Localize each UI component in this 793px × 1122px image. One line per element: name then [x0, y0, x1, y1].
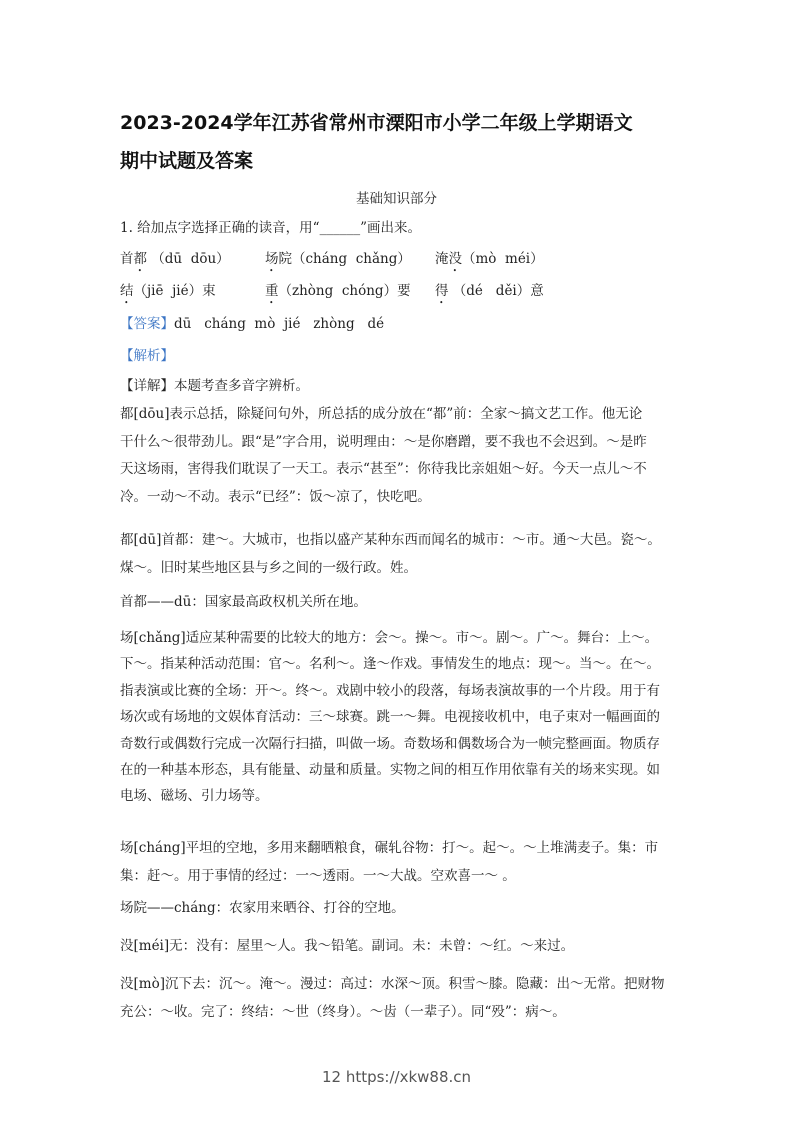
paragraph-line: 天这场雨，害得我们耽误了一天工。表示“甚至”：你待我比亲姐姐～好。今天一点儿～不 [120, 461, 647, 478]
document-title-line-1: 2023-2024学年江苏省常州市溧阳市小学二年级上学期语文 [120, 112, 633, 134]
paragraph-line: 都[dū]首都：建～。大城市，也指以盛产某种东西而闻名的城市：～市。通～大邑。瓷～。 [120, 532, 661, 548]
paragraph-line: 充公：～收。完了：终结：～世（终身）。～齿（一辈子）。同“殁”：病～。 [120, 1003, 566, 1020]
paragraph-line: 冷。一动～不动。表示“已经”：饭～凉了，快吃吧。 [120, 488, 431, 505]
dotted-character: 都 [133, 251, 147, 267]
paragraph-line: 没[mò]沉下去：沉～。淹～。漫过：高过：水深～顶。积雪～膝。隐藏：出～无常。把财物 [120, 976, 665, 992]
paragraph-line: 没[méi]无：没有：屋里～人。我～铅笔。副词。未：未曾：～红。～来过。 [120, 938, 575, 954]
pinyin-text: （zhòng chóng）要 [278, 283, 411, 299]
question-1: 1. 给加点字选择正确的读音，用“______”画出来。 [120, 220, 421, 236]
paragraph-line: 场[cháng]平坦的空地，多用来翻晒粮食，碾轧谷物：打～。起～。～上堆满麦子。集：市 [120, 840, 659, 856]
paragraph-line: 干什么～很带劲儿。跟“是”字合用，说明理由：～是你磨蹭，要不我也不会迟到。～是昨 [120, 433, 647, 450]
pinyin-item [435, 279, 544, 307]
paragraph-line: 指表演或比赛的全场：开～。终～。戏剧中较小的段落，每场表演故事的一个片段。用于有 [120, 682, 660, 699]
paragraph-line: 电场、磁场、引力场等。 [120, 788, 269, 805]
paragraph-line: 集：赶～。用于事情的经过：一～透雨。一～大战。空欢喜一～ 。 [120, 867, 516, 884]
answer-line [120, 312, 384, 332]
pinyin-text: 淹 [435, 251, 449, 267]
paragraph-line: 奇数行或偶数行完成一次隔行扫描，叫做一场。奇数场和偶数场合为一帧完整画面。物质存 [120, 735, 660, 752]
answer-label: 【答案】 [120, 316, 174, 332]
pinyin-item [120, 279, 216, 307]
dotted-character: 结 [120, 283, 134, 299]
dotted-character: 场 [265, 251, 279, 267]
dotted-character: 得 [435, 283, 449, 299]
paragraph-line: 场[chǎng]适应某种需要的比较大的地方：会～。操～。市～。剧～。广～。舞台：上～。 [120, 630, 659, 646]
pinyin-text: 院（cháng chǎng） [278, 251, 411, 267]
paragraph-line: 场次或有场地的文娱体育活动：三～球赛。跳一～舞。电视接收机中，电子束对一幅画面的 [120, 709, 660, 726]
pinyin-item [265, 279, 411, 307]
answer-text: dū cháng mò jié zhòng dé [174, 316, 385, 332]
paragraph-line: 首都——dū：国家最高政权机关所在地。 [120, 594, 367, 610]
pinyin-text: 首 [120, 251, 134, 267]
pinyin-item [120, 247, 230, 275]
pinyin-item [265, 247, 411, 275]
paragraph-line: 都[dōu]表示总括，除疑问句外，所总括的成分放在“都”前：全家～搞文艺工作。他无论 [120, 406, 643, 422]
analysis-label: 【解析】 [120, 348, 174, 364]
dotted-character: 重 [265, 283, 279, 299]
page-footer: 12 https://xkw88.cn [321, 1068, 472, 1086]
pinyin-text: （jiē jié）束 [133, 283, 216, 299]
paragraph-line: 场院——cháng：农家用来晒谷、打谷的空地。 [120, 900, 405, 916]
paragraph-line: 在的一种基本形态，具有能量、动量和质量。实物之间的相互作用依靠有关的场来实现。如 [120, 762, 660, 778]
pinyin-text: （dū dōu） [147, 251, 230, 267]
paragraph-line: 下～。指某种活动范围：官～。名利～。逢～作戏。事情发生的地点：现～。当～。在～。 [120, 656, 660, 673]
pinyin-text: （dé děi）意 [448, 283, 544, 299]
paragraph-line: 煤～。旧时某些地区县与乡之间的一级行政。姓。 [120, 559, 417, 576]
document-title-line-2: 期中试题及答案 [120, 150, 254, 172]
pinyin-item [435, 247, 544, 275]
section-heading: 基础知识部分 [356, 191, 437, 207]
detail-line: 【详解】本题考查多音字辨析。 [120, 378, 309, 394]
pinyin-text: （mò méi） [462, 251, 544, 267]
dotted-character: 没 [448, 251, 462, 267]
